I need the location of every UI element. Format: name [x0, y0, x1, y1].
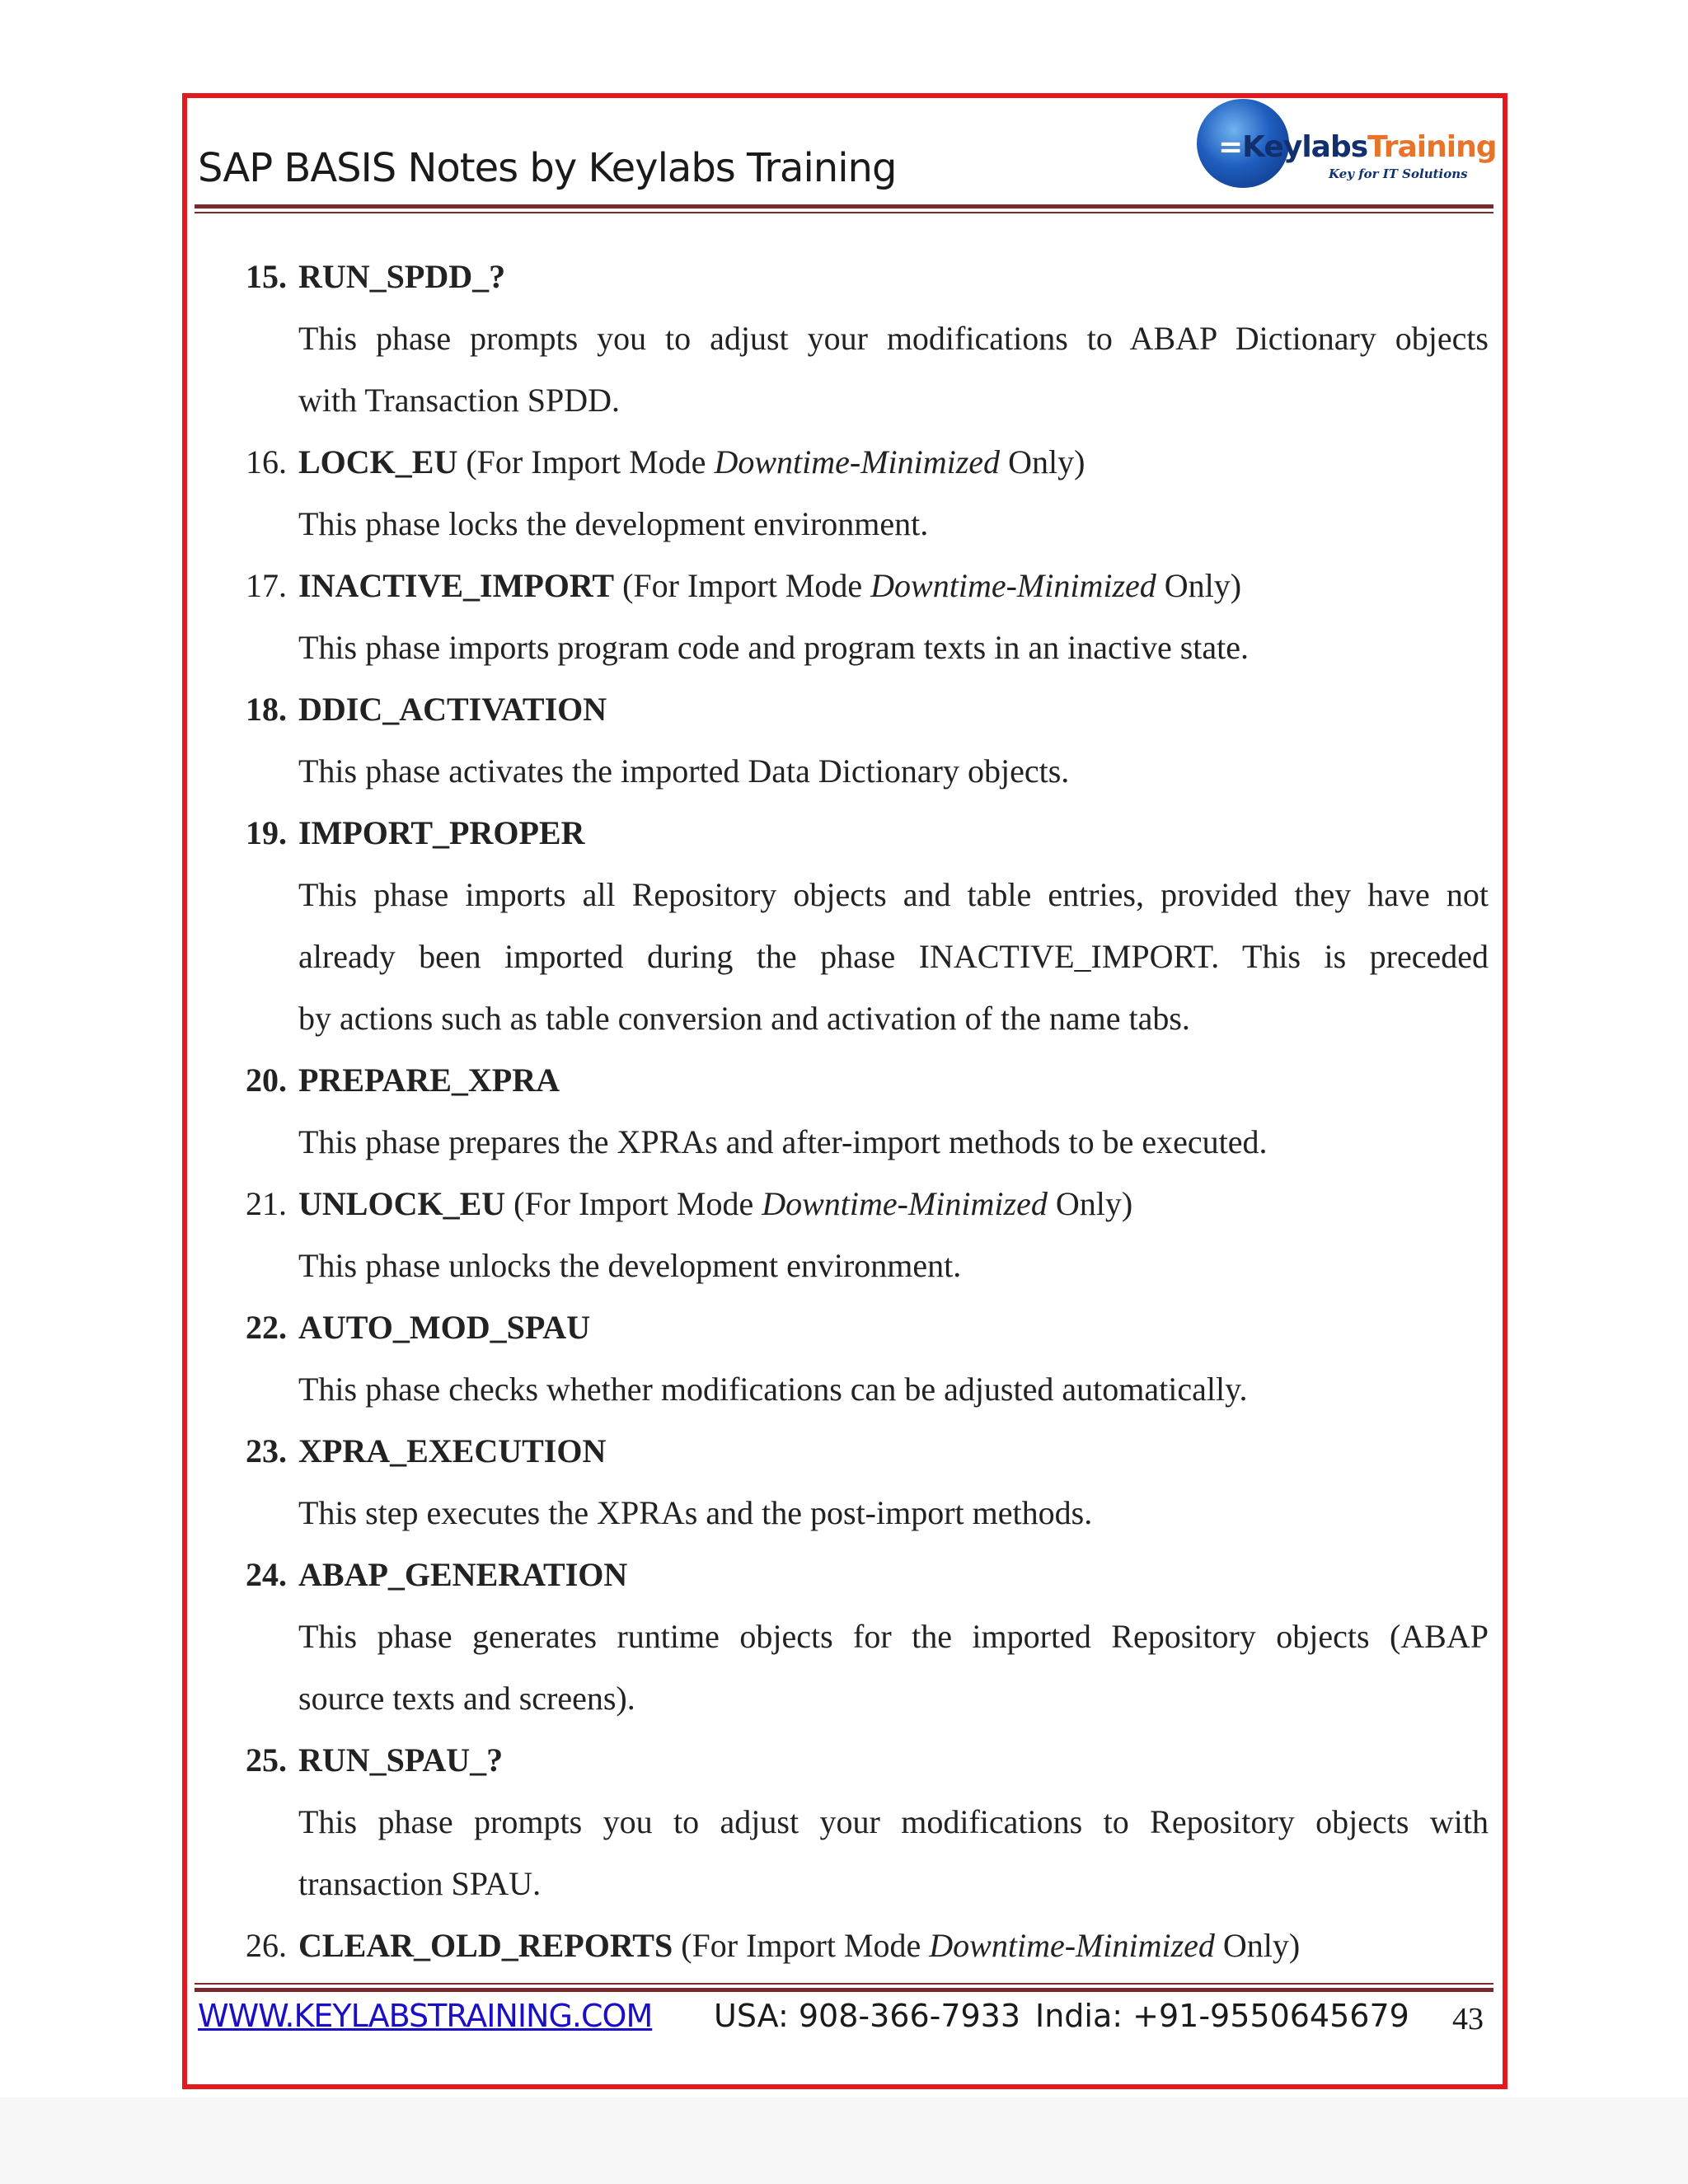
phase-name: XPRA_EXECUTION	[298, 1432, 607, 1469]
item-number: 25.	[246, 1741, 287, 1779]
phase-name: LOCK_EU	[298, 443, 458, 480]
item-description-line: This phase locks the development environment.	[298, 505, 929, 542]
mode-prefix: (For Import Mode	[505, 1185, 762, 1222]
item-heading	[298, 566, 1241, 606]
item-number: 19.	[246, 814, 287, 851]
item-description-line: This phase prepares the XPRAs and after-import methods to be executed.	[298, 1123, 1268, 1160]
item-number: 21.	[246, 1185, 287, 1222]
item-number: 22.	[246, 1309, 287, 1346]
footer-rule-thin	[195, 1983, 1493, 1985]
item-description-line: This phase imports program code and program texts in an inactive state.	[298, 629, 1250, 666]
import-mode: Downtime-Minimized	[762, 1185, 1048, 1222]
item-number: 20.	[246, 1062, 287, 1099]
phase-name: DDIC_ACTIVATION	[298, 691, 607, 728]
logo-tagline: Key for IT Solutions	[1329, 166, 1468, 181]
item-heading	[298, 1555, 627, 1595]
item-heading	[298, 257, 505, 297]
item-heading	[298, 443, 1085, 482]
item-description-line: by actions such as table conversion and activation of the name tabs.	[298, 1000, 1190, 1037]
phase-name: AUTO_MOD_SPAU	[298, 1309, 591, 1346]
footer-india-phone: India: +91-9550645679	[1035, 1998, 1409, 2034]
item-heading	[298, 1061, 560, 1100]
item-number: 16.	[246, 443, 287, 480]
phase-name: INACTIVE_IMPORT	[298, 567, 615, 604]
item-heading	[298, 813, 584, 853]
item-description-line: This phase imports all Repository objects and table entries, provided they have not	[298, 876, 1489, 913]
item-number: 23.	[246, 1432, 287, 1469]
import-mode: Downtime-Minimized	[714, 443, 1001, 480]
keylabs-logo	[1195, 96, 1497, 193]
page-bottom-margin	[0, 2097, 1688, 2184]
item-description-line: This phase unlocks the development environment.	[298, 1247, 962, 1284]
logo-wordmark: =KeylabsTraining	[1218, 130, 1497, 164]
phase-name: IMPORT_PROPER	[298, 814, 585, 851]
item-number: 24.	[246, 1556, 287, 1593]
footer-rule	[195, 1988, 1493, 1992]
item-description-line: source texts and screens).	[298, 1680, 635, 1717]
mode-suffix: Only)	[1047, 1185, 1133, 1222]
item-number: 26.	[246, 1927, 287, 1964]
phase-name: PREPARE_XPRA	[298, 1062, 560, 1099]
mode-prefix: (For Import Mode	[457, 443, 715, 480]
page-number: 43	[1452, 2002, 1484, 2036]
item-heading	[298, 1432, 606, 1471]
item-description-line: with Transaction SPDD.	[298, 382, 621, 419]
phase-name: CLEAR_OLD_REPORTS	[298, 1927, 673, 1964]
item-description-line: This phase prompts you to adjust your modifications to Repository objects with	[298, 1803, 1489, 1840]
item-description-line: This phase generates runtime objects for the imported Repository objects (ABAP	[298, 1618, 1489, 1655]
header-rule	[195, 204, 1493, 209]
item-heading	[298, 1926, 1300, 1966]
header-rule-thin	[195, 212, 1493, 213]
item-description-line: This phase prompts you to adjust your modifications to ABAP Dictionary objects	[298, 320, 1489, 357]
item-description-line: This phase checks whether modifications can be adjusted automatically.	[298, 1371, 1248, 1408]
item-number: 17.	[246, 567, 287, 604]
mode-prefix: (For Import Mode	[614, 567, 871, 604]
phase-name: RUN_SPAU_?	[298, 1741, 504, 1779]
mode-suffix: Only)	[1000, 443, 1085, 480]
phase-name: UNLOCK_EU	[298, 1185, 506, 1222]
mode-suffix: Only)	[1214, 1927, 1301, 1964]
footer-usa-phone: USA: 908-366-7933	[714, 1998, 1021, 2034]
item-heading	[298, 1308, 590, 1347]
mode-suffix: Only)	[1156, 567, 1242, 604]
item-heading	[298, 1741, 503, 1780]
item-number: 18.	[246, 691, 287, 728]
phase-name: ABAP_GENERATION	[298, 1556, 628, 1593]
item-description-line: transaction SPAU.	[298, 1865, 542, 1902]
item-number: 15.	[246, 258, 287, 295]
mode-prefix: (For Import Mode	[673, 1927, 930, 1964]
item-heading	[298, 1184, 1132, 1224]
footer-website-link[interactable]: WWW.KEYLABSTRAINING.COM	[198, 1998, 653, 2034]
item-description-line: This phase activates the imported Data Dictionary objects.	[298, 752, 1070, 790]
page-header-title: SAP BASIS Notes by Keylabs Training	[198, 145, 897, 191]
item-heading	[298, 690, 607, 729]
import-mode: Downtime-Minimized	[870, 567, 1156, 604]
item-description-line: This step executes the XPRAs and the post-import methods.	[298, 1494, 1093, 1531]
phase-name: RUN_SPDD_?	[298, 258, 506, 295]
item-description-line: already been imported during the phase INACTIVE_IMPORT. This is preceded	[298, 938, 1489, 975]
import-mode: Downtime-Minimized	[929, 1927, 1215, 1964]
